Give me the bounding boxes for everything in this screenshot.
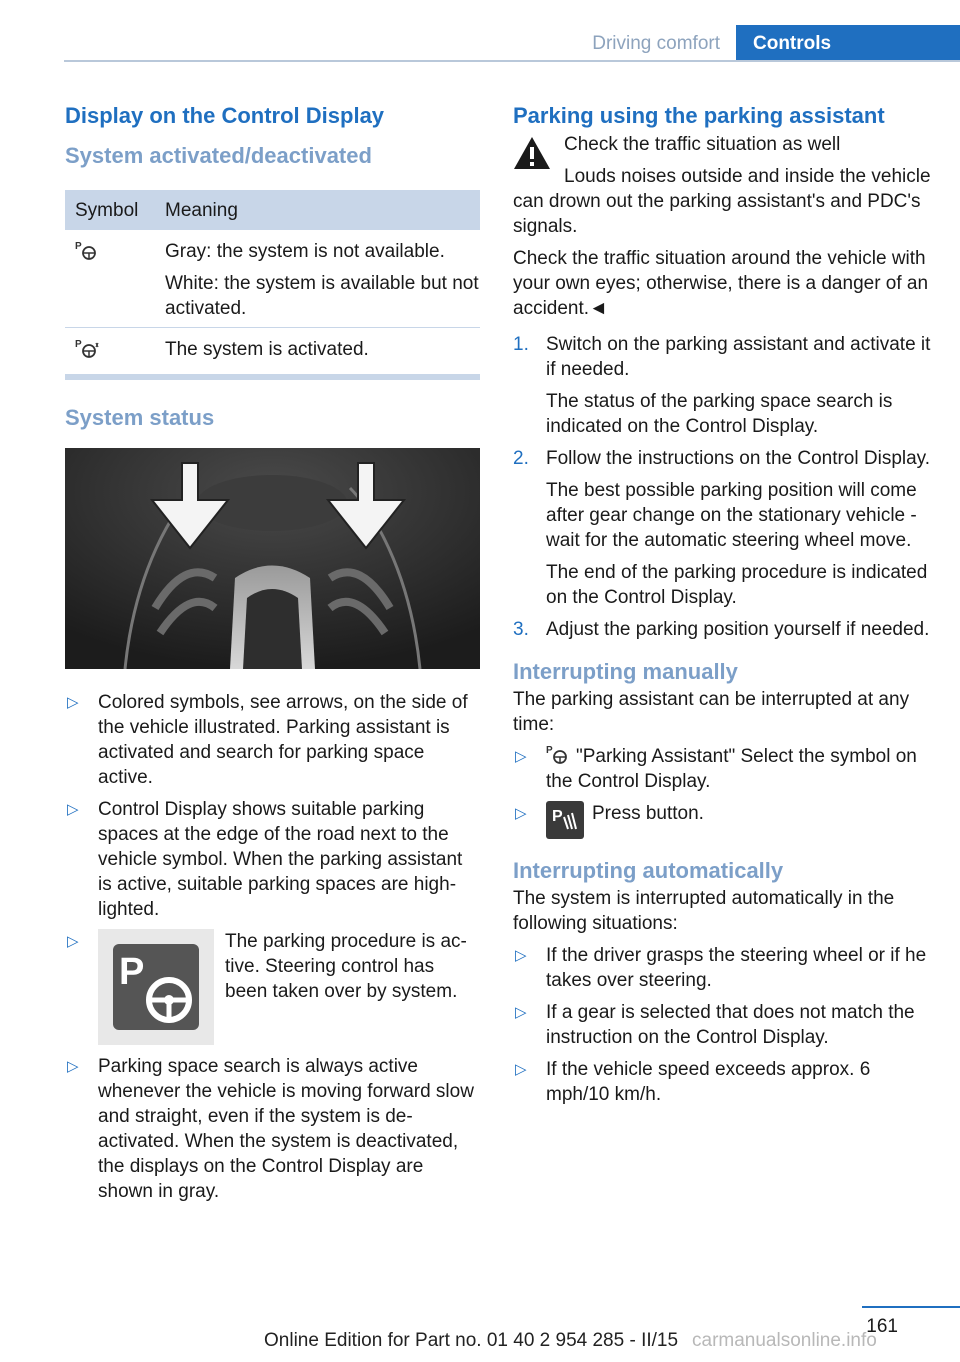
table-cell-meaning (165, 328, 480, 375)
parking-assistant-icon (546, 744, 570, 766)
auto-intro: The system is interrupted automatically in the following situations: (513, 888, 895, 934)
svg-text:P: P (546, 745, 553, 756)
warning-line-1: Check the traffic situation as well (564, 134, 841, 155)
list-item: 3. Adjust the parking position yourself if needed. (513, 619, 930, 640)
bullet-marker: ▷ (67, 801, 79, 818)
bullet-marker: ▷ (515, 805, 527, 822)
heading-system-status: System status (65, 405, 215, 430)
parking-assistant-icon (75, 240, 99, 262)
table-cell-symbol (65, 328, 165, 375)
step-number: 3. (513, 619, 529, 640)
table-header-row (65, 190, 480, 230)
header-divider (64, 60, 960, 62)
table-row (65, 230, 480, 328)
status-bullet-list (65, 690, 480, 1204)
header-section-title: Driving comfort (592, 33, 720, 54)
step-number: 2. (513, 448, 529, 469)
meaning-activated: The system is activated. (165, 339, 369, 360)
bullet-marker: ▷ (515, 947, 527, 964)
system-status-illustration (65, 448, 480, 669)
table-header-symbol: Symbol (65, 190, 165, 230)
bullet-marker: ▷ (67, 694, 79, 711)
list-item: ▷ If a gear is selected that does not match the instruction on the Control Display. (515, 1002, 915, 1048)
auto-list (513, 943, 933, 1107)
svg-text:P: P (119, 951, 145, 993)
warning-line-2: Louds noises outside and inside the vehicle can drown out the parking assistant's and PDC's signals. (513, 166, 931, 237)
bullet-marker: ▷ (515, 1004, 527, 1021)
list-item: ▷ Colored symbols, see arrows, on the side of the vehicle illustrated. Parking assistant is activated and search for parking space active. (67, 692, 468, 788)
meaning-white: White: the system is available but not activated. (165, 273, 479, 319)
footer-divider (862, 1306, 960, 1308)
bullet-marker: ▷ (515, 748, 527, 765)
list-item: ▷ P "Parking Assistant" Select the symbol on the Control Display. (515, 745, 917, 792)
manual-list (513, 744, 933, 841)
list-item: ▷ P Press button. (513, 801, 933, 841)
edition-line: Online Edition for Part no. 01 40 2 954 285 - II/15 (264, 1330, 679, 1351)
manual-intro: The parking assistant can be interrupted at any time: (513, 689, 910, 735)
heading-interrupt-manual: Interrupting manually (513, 659, 738, 684)
bullet-marker: ▷ (67, 933, 79, 950)
list-item: ▷ Parking space search is always active whenever the vehicle is moving forward slow and straight, even if the system is deactivated. When the system is deactivated, the displays on the Control Display are shown in gray. (67, 1056, 474, 1202)
list-item: 1. Switch on the parking assistant and activate it if needed. The status of the parking space search is indicated on the Control Display. (513, 334, 931, 437)
svg-text:P: P (552, 808, 563, 825)
step-number: 1. (513, 334, 529, 355)
list-item: ▷ If the vehicle speed exceeds approx. 6 mph/10 km/h. (515, 1059, 871, 1105)
parking-assistant-active-icon (75, 338, 99, 360)
parking-button-icon (546, 801, 584, 839)
symbol-table (65, 190, 480, 374)
warning-triangle-icon (513, 136, 551, 170)
bullet-marker: ▷ (67, 1058, 79, 1075)
bullet-marker: ▷ (515, 1061, 527, 1078)
svg-text:P: P (75, 339, 82, 350)
left-column (65, 100, 480, 1211)
list-item: 2. Follow the instructions on the Control Display. The best possible parking position will come after gear change on the stationary vehicle - wait for the automatic steering wheel move. The end of the parking procedure is indicated on the Control Display. (513, 448, 931, 608)
right-column (513, 100, 933, 1114)
table-cell-meaning (165, 230, 480, 328)
heading-interrupt-auto: Interrupting automatically (513, 858, 784, 883)
warning-paragraph: Check the traffic situation around the vehicle with your own eyes; otherwise, there is a danger of an accident.◄ (513, 248, 929, 319)
header-tab-controls: Controls (736, 25, 960, 62)
steering-control-icon (98, 929, 214, 1045)
table-cell-symbol (65, 230, 165, 328)
heading-system-activated: System activated/deactivated (65, 143, 372, 168)
page-number: 161 (866, 1316, 898, 1337)
table-row (65, 328, 480, 375)
list-item: ▷ If the driver grasps the steering wheel or if he takes over steering. (515, 945, 927, 991)
heading-parking-assistant: Parking using the parking assistant (513, 103, 885, 128)
steps-list (513, 332, 933, 642)
warning-block (513, 132, 933, 239)
heading-display: Display on the Control Display (65, 103, 385, 128)
list-item: ▷ Control Display shows suitable parking spaces at the edge of the road next to the vehicle symbol. When the parking assistant is active, suitable parking spaces are highlighted. (67, 799, 463, 920)
svg-text:P: P (75, 241, 82, 252)
list-item: ▷ P The parking procedure is active. Steering control has been taken over by system. (65, 929, 480, 1047)
meaning-gray: Gray: the system is not available. (165, 241, 445, 262)
watermark: carmanualsonline.info (692, 1330, 877, 1351)
table-header-meaning: Meaning (165, 190, 480, 230)
